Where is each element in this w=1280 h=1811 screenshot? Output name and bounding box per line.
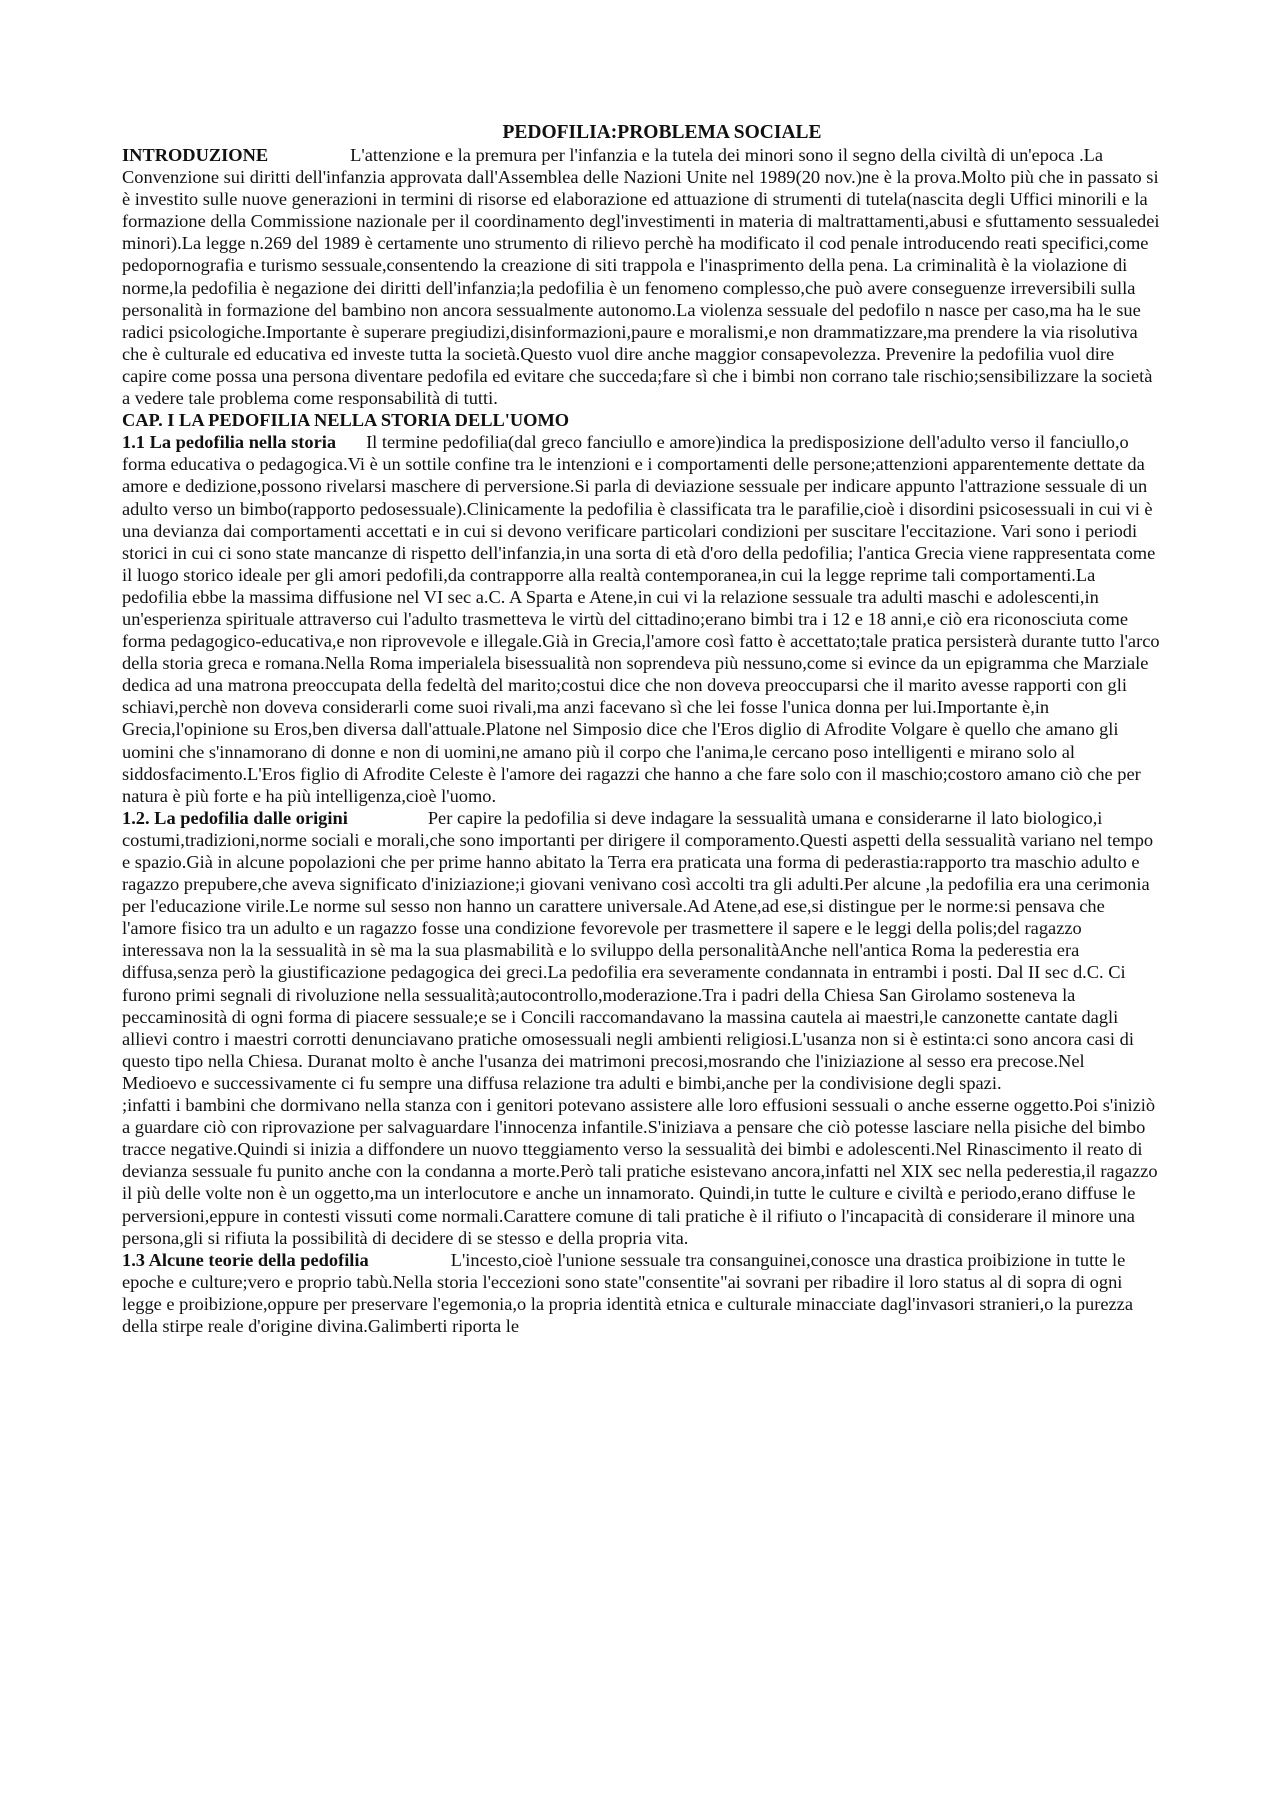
section-1-1-heading: 1.1 La pedofilia nella storia (122, 432, 337, 453)
intro-text: L'attenzione e la premura per l'infanzia e la tutela dei minori sono il segno della civiltà di un'epoca .La Convenzione sui diritti dell'infanzia approvata dall'Assemblea delle Nazioni Unite nel 1989(20 nov.)ne è la prova.Molto più che in passato si è investito sulle nuove generazioni in termini di risorse ed elaborazione ed attuazione di strumenti di tutela(nascita degli Uffici minorili e la formazione della Commissione nazionale per il coordinamento degl'investimenti in materia di maltrattamenti,abusi e sfuttamento sessualedei minori).La legge n.269 del 1989 è certamente uno strumento di rilievo perchè ha modificato il cod penale introducendo reati specifici,come pedopornografia e turismo sessuale,consentendo la creazione di siti trappola e l'inasprimento della pena. La criminalità è la violazione di norme,la pedofilia è negazione dei diritti dell'infanzia;la pedofilia è un fenomeno complesso,che può avere conseguenze irreversibili sulla personalità in formazione del bambino non ancora sessualmente autonomo.La violenza sessuale del pedofilo n nasce per caso,ma ha le sue radici psicologiche.Importante è superare pregiudizi,disinformazioni,paure e moralismi,e non drammatizzare,ma prendere la via risolutiva che è culturale ed educativa ed investe tutta la società.Questo vuol dire anche maggior consapevolezza. Prevenire la pedofilia vuol dire capire come possa una persona diventare pedofila ed evitare che succeda;fare sì che i bimbi non corrano tale rischio;sensibilizzare la società a vedere tale problema come responsabilità di tutti. (122, 145, 1160, 409)
chapter-heading: CAP. I LA PEDOFILIA NELLA STORIA DELL'UOMO (122, 410, 570, 431)
section-1-2-heading: 1.2. La pedofilia dalle origini (122, 807, 348, 828)
section-1-2-continuation: ;infatti i bambini che dormivano nella stanza con i genitori potevano assistere alle loro effusioni sessuali o anche esserne oggetto.Poi s'iniziò a guardare ciò con riprovazione per salvaguardare l'innocenza infantile.S'iniziava a pensare che ciò potesse lasciare nella pisiche del bimbo tracce negative.Quindi si inizia a diffondere un nuovo tteggiamento verso la sessualità dei bimbi e adolescenti.Nel Rinascimento il reato di devianza sessuale fu punito anche con la condanna a morte.Però tali pratiche esistevano ancora,infatti nel XIX sec nella pederestia,il ragazzo il più delle volte non è un oggetto,ma un interlocutore e anche un innamorato. Quindi,in tutte le culture e civiltà e periodo,erano diffuse le perversioni,eppure in contesti vissuti come normali.Carattere comune di tali pratiche è il rifiuto o l'incapacità di considerare il minore una persona,gli si rifiuta la possibilità di decidere di se stesso e della propria vita. (122, 1095, 1158, 1248)
section-1-3-paragraph (122, 1249, 1162, 1337)
intro-paragraph (122, 144, 1162, 409)
section-1-3-text: L'incesto,cioè l'unione sessuale tra consanguinei,conosce una drastica proibizione in tutte le epoche e culture;vero e proprio tabù.Nella storia l'eccezioni sono state"consentite"ai sovrani per ribadire il loro status al di sopra di ogni legge e proibizione,oppure per preservare l'egemonia,o la propria identità etnica e culturale minacciate dagl'invasori stranieri,o la purezza della stirpe reale d'origine divina.Galimberti riporta le (122, 1249, 1134, 1336)
section-1-1-text: Il termine pedofilia(dal greco fanciullo e amore)indica la predisposizione dell'adulto verso il fanciullo,o forma educativa o pedagogica.Vi è un sottile confine tra le intenzioni e i comportamenti delle persone;attenzioni apparentemente dettate da amore e dedizione,possono rivelarsi maschere di perversione.Si parla di deviazione sessuale per indicare appunto l'attrazione sessuale di un adulto verso un bimbo(rapporto pedosessuale).Clinicamente la pedofilia è classificata tra le parafilie,cioè i disordini psicosessuali in cui vi è una devianza dai comportamenti accettati e in cui si devono verificare particolari condizioni per suscitare l'eccitazione. Vari sono i periodi storici in cui ci sono state mancanze di rispetto dell'infanzia,in una sorta di età d'oro della pedofilia; l'antica Grecia viene rappresentata come il luogo storico ideale per gli amori pedofili,da contrapporre alla realtà contemporanea,in cui la legge reprime tali comportamenti.La pedofilia ebbe la massima diffusione nel VI sec a.C. A Sparta e Atene,in cui vi la relazione sessuale tra adulti maschi e adolescenti,in un'esperienza spirituale attraverso cui l'adulto trasmetteva le virtù del cittadino;erano bimbi tra i 12 e 18 anni,e ciò era riconosciuta come forma pedagogico-educativa,e non riprovevole e illegale.Già in Grecia,l'amore così fatto è accettato;tale pratica persisterà durante tutto l'arco della storia greca e romana.Nella Roma imperialela bisessualità non soprendeva più nessuno,come si evince da un epigramma che Marziale dedica ad una matrona preoccupata della fedeltà del marito;costui dice che non doveva preoccuparsi che il marito avesse rapporti con gli schiavi,perchè non doveva considerarli come suoi rivali,ma anzi facevano sì che lei fosse l'unica donna per lui.Importante è,in Grecia,l'opinione su Eros,ben diversa dall'attuale.Platone nel Simposio dice che l'Eros diglio di Afrodite Volgare è quello che amano gli uomini che s'innamorano di donne e non di uomini,ne amano più il corpo che l'anima,le cercano poso intelligenti e mirano solo al siddosfacimento.L'Eros figlio di Afrodite Celeste è l'amore dei ragazzi che hanno a che fare solo con il maschio;costoro amano ciò che per natura è più forte e ha più intelligenza,cioè l'uomo. (122, 432, 1160, 806)
document-page (122, 122, 1162, 1337)
intro-heading: INTRODUZIONE (122, 145, 269, 165)
section-1-3-heading: 1.3 Alcune teorie della pedofilia (122, 1249, 369, 1270)
section-1-2-paragraph (122, 807, 1162, 1094)
section-1-1-paragraph (122, 431, 1162, 807)
document-title: PEDOFILIA:PROBLEMA SOCIALE (502, 122, 822, 143)
section-1-2-text: Per capire la pedofilia si deve indagare la sessualità umana e considerarne il lato biologico,i costumi,tradizioni,norme sociali e morali,che sono importanti per dirigere il comporamento.Questi aspetti della sessualità variano nel tempo e spazio.Già in alcune popolazioni che per prime hanno abitato la Terra era praticata una forma di pederastia:rapporto tra maschio adulto e ragazzo prepubere,che aveva significato d'iniziazione;i giovani venivano così accolti tra gli adulti.Per alcune ,la pedofilia era una cerimonia per l'educazione virile.Le norme sul sesso non hanno un carattere universale.Ad Atene,ad ese,si distingue per le norme:si pensava che l'amore fisico tra un adulto e un ragazzo fosse una condizione fevorevole per trasmettere il sapere e le leggi della polis;del ragazzo interessava non la la sessualità in sè ma la sua plasmabilità e lo sviluppo della personalitàAnche nell'antica Roma la pederestia era diffusa,senza però la giustificazione pedagogica dei greci.La pedofilia era severamente condannata in entrambi i posti. Dal II sec d.C. Ci furono primi segnali di rivoluzione nella sessualità;autocontrollo,moderazione.Tra i padri della Chiesa San Girolamo sosteneva la peccaminosità di ogni forma di piacere sessuale;e se i Concili raccomandavano la massina cautela ai maestri,le canzonette cantate dagli allievi contro i maestri corrotti denunciavano pratiche omosessuali negli ambienti religiosi.L'usanza non si è estinta:ci sono ancora casi di questo tipo nella Chiesa. Duranat molto è anche l'usanza dei matrimoni precosi,mosrando che l'iniziazione al sesso era precose.Nel Medioevo e successivamente ci fu sempre una diffusa relazione tra adulti e bimbi,anche per la condivisione degli spazi. (122, 807, 1154, 1093)
